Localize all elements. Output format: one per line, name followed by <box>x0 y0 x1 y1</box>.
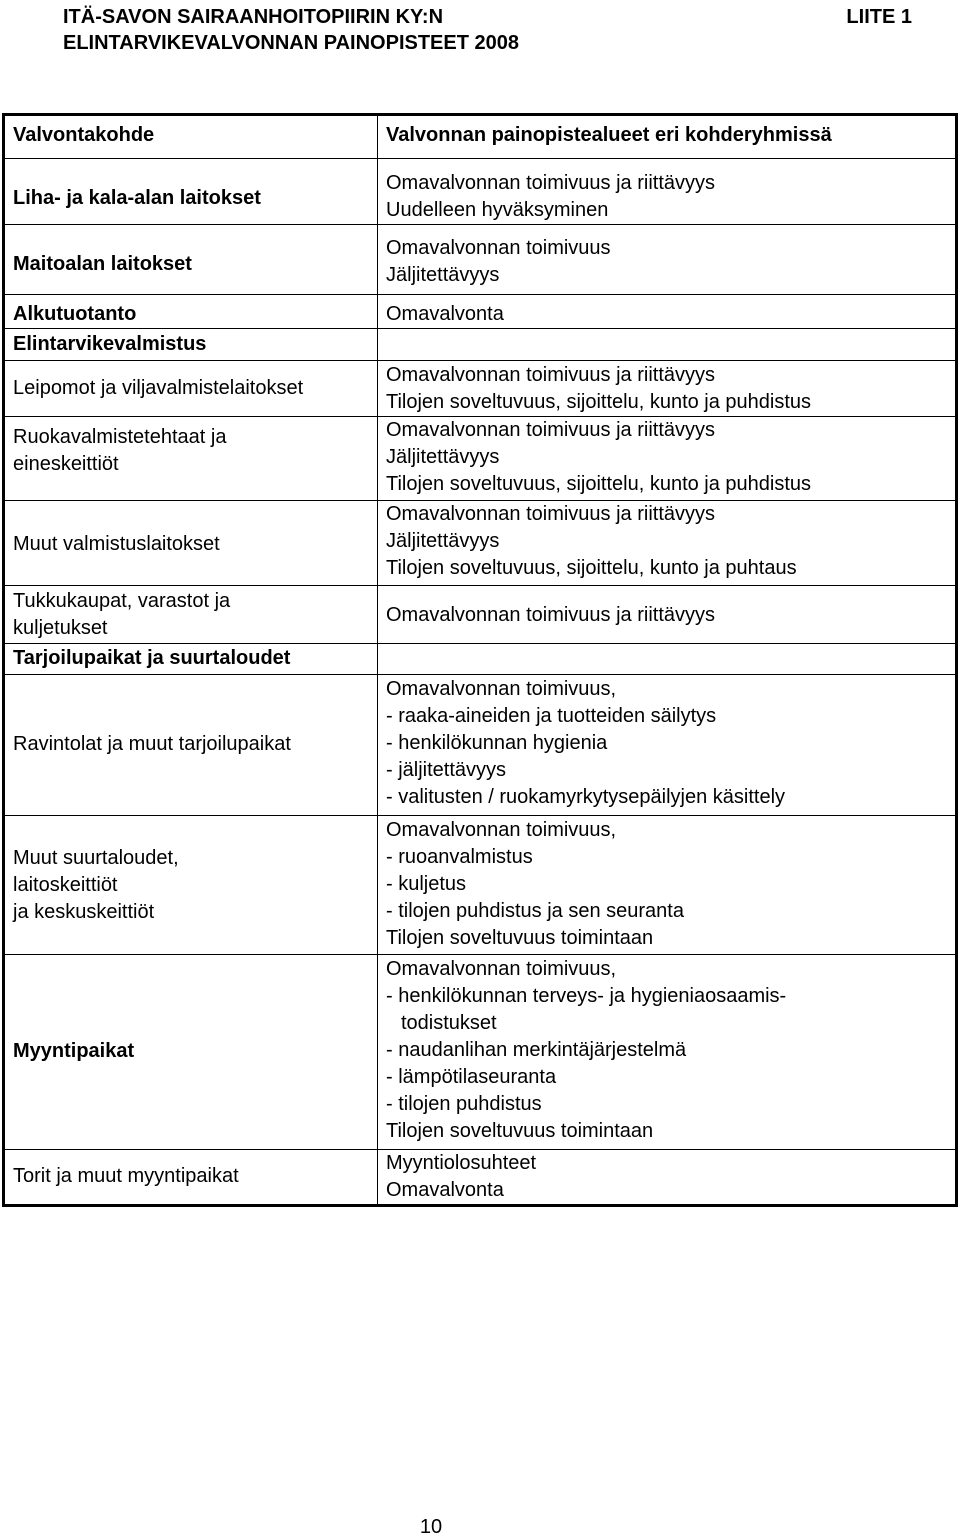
focus-line: - kuljetus <box>386 873 467 895</box>
target-cell <box>4 955 378 1150</box>
target-text: Elintarvikevalmistus <box>13 333 207 355</box>
target-cell <box>4 816 378 955</box>
target-text: Ravintolat ja muut tarjoilupaikat <box>13 733 291 755</box>
table-row <box>4 295 957 329</box>
focus-line: Omavalvonnan toimivuus, <box>386 678 617 700</box>
appendix-label: LIITE 1 <box>846 6 912 28</box>
focus-line: Myyntiolosuhteet <box>386 1152 537 1174</box>
focus-line: Tilojen soveltuvuus, sijoittelu, kunto ja puhdistus <box>386 473 812 495</box>
priorities-table <box>2 113 958 1207</box>
focus-line: - tilojen puhdistus ja sen seuranta <box>386 900 684 922</box>
target-cell <box>4 675 378 816</box>
table-row <box>4 586 957 644</box>
target-cell <box>4 159 378 225</box>
table-row <box>4 417 957 501</box>
focus-cell <box>378 955 957 1150</box>
target-text: Liha- ja kala-alan laitokset <box>13 187 261 209</box>
table-row <box>4 501 957 586</box>
focus-line: - lämpötilaseuranta <box>386 1066 557 1088</box>
focus-line: Omavalvonta <box>386 303 504 325</box>
focus-line: Omavalvonnan toimivuus, <box>386 958 617 980</box>
target-text: Tukkukaupat, varastot ja <box>13 590 231 612</box>
table-row <box>4 1150 957 1206</box>
focus-line: Tilojen soveltuvuus, sijoittelu, kunto ja puhtaus <box>386 557 797 579</box>
focus-line: - naudanlihan merkintäjärjestelmä <box>386 1039 687 1061</box>
target-cell <box>4 417 378 501</box>
target-text: eineskeittiöt <box>13 453 119 475</box>
focus-line: todistukset <box>401 1012 497 1034</box>
col-header-focus <box>378 115 957 159</box>
focus-line: Tilojen soveltuvuus, sijoittelu, kunto ja puhdistus <box>386 391 812 413</box>
table-header-row <box>4 115 957 159</box>
target-text: Muut suurtaloudet, <box>13 847 179 869</box>
target-text: Muut valmistuslaitokset <box>13 533 220 555</box>
page-number: 10 <box>419 1516 443 1538</box>
focus-line: - ruoanvalmistus <box>386 846 533 868</box>
table-row <box>4 675 957 816</box>
focus-line: Jäljitettävyys <box>386 264 500 286</box>
table-row <box>4 329 957 361</box>
target-text: Alkutuotanto <box>13 303 137 325</box>
target-cell <box>4 225 378 295</box>
target-cell <box>4 361 378 417</box>
target-cell <box>4 501 378 586</box>
focus-cell <box>378 675 957 816</box>
target-cell <box>4 329 378 361</box>
table-row <box>4 225 957 295</box>
table-row <box>4 159 957 225</box>
document-subtitle: ELINTARVIKEVALVONNAN PAINOPISTEET 2008 <box>63 32 520 54</box>
focus-cell <box>378 159 957 225</box>
col-header-target-text: Valvontakohde <box>13 124 155 146</box>
focus-cell <box>378 225 957 295</box>
focus-cell <box>378 329 957 361</box>
focus-line: Omavalvonnan toimivuus ja riittävyys <box>386 172 716 194</box>
focus-cell <box>378 816 957 955</box>
focus-line: - raaka-aineiden ja tuotteiden säilytys <box>386 705 717 727</box>
focus-line: Omavalvonnan toimivuus ja riittävyys <box>386 503 716 525</box>
target-cell <box>4 295 378 329</box>
table-row <box>4 955 957 1150</box>
target-cell <box>4 644 378 675</box>
col-header-target <box>4 115 378 159</box>
table-row <box>4 816 957 955</box>
target-text: Torit ja muut myyntipaikat <box>13 1165 239 1187</box>
focus-line: Omavalvonnan toimivuus ja riittävyys <box>386 364 716 386</box>
focus-cell <box>378 361 957 417</box>
focus-line: Omavalvonnan toimivuus <box>386 237 611 259</box>
focus-line: - henkilökunnan hygienia <box>386 732 608 754</box>
target-text: laitoskeittiöt <box>13 874 118 896</box>
focus-line: Jäljitettävyys <box>386 446 500 468</box>
focus-line: - jäljitettävyys <box>386 759 507 781</box>
focus-cell <box>378 501 957 586</box>
focus-cell <box>378 417 957 501</box>
focus-line: Jäljitettävyys <box>386 530 500 552</box>
target-cell <box>4 586 378 644</box>
table-row <box>4 361 957 417</box>
focus-line: Tilojen soveltuvuus toimintaan <box>386 1120 654 1142</box>
target-text: kuljetukset <box>13 617 108 639</box>
focus-cell <box>378 644 957 675</box>
target-text: Tarjoilupaikat ja suurtaloudet <box>13 647 291 669</box>
focus-cell <box>378 295 957 329</box>
focus-line: - valitusten / ruokamyrkytysepäilyjen käsittely <box>386 786 786 808</box>
focus-line: Omavalvonnan toimivuus ja riittävyys <box>386 604 716 626</box>
target-text: Myyntipaikat <box>13 1040 135 1062</box>
focus-cell <box>378 586 957 644</box>
focus-line: Uudelleen hyväksyminen <box>386 199 609 221</box>
focus-line: - henkilökunnan terveys- ja hygieniaosaamis- <box>386 985 787 1007</box>
organization-title: ITÄ-SAVON SAIRAANHOITOPIIRIN KY:N <box>63 6 444 28</box>
focus-line: Omavalvonnan toimivuus, <box>386 819 617 841</box>
focus-line: Omavalvonta <box>386 1179 504 1201</box>
focus-line: Omavalvonnan toimivuus ja riittävyys <box>386 419 716 441</box>
target-text: Maitoalan laitokset <box>13 253 192 275</box>
target-text: Leipomot ja viljavalmistelaitokset <box>13 377 304 399</box>
focus-line: - tilojen puhdistus <box>386 1093 542 1115</box>
target-text: Ruokavalmistetehtaat ja <box>13 426 227 448</box>
focus-line: Tilojen soveltuvuus toimintaan <box>386 927 654 949</box>
col-header-focus-text: Valvonnan painopistealueet eri kohderyhmissä <box>386 124 832 146</box>
focus-cell <box>378 1150 957 1206</box>
table-row <box>4 644 957 675</box>
target-text: ja keskuskeittiöt <box>13 901 155 923</box>
target-cell <box>4 1150 378 1206</box>
